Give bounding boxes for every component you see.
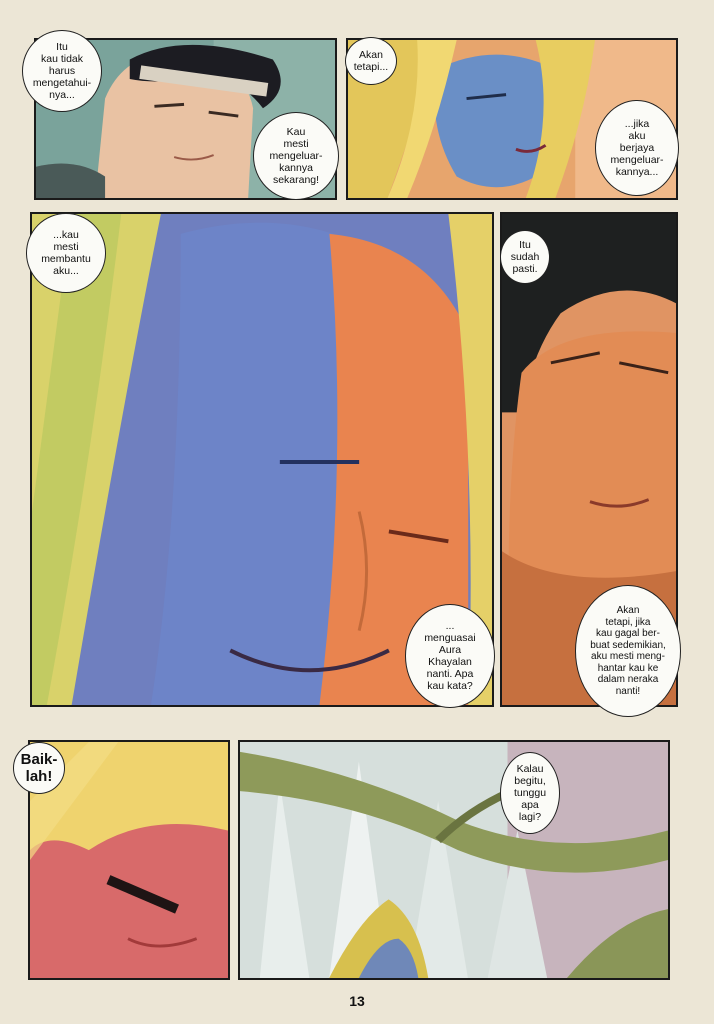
speech-bubble-9: Baik- lah! xyxy=(13,742,65,794)
speech-bubble-2: Kau mesti mengeluar- kannya sekarang! xyxy=(253,112,339,200)
speech-bubble-5: ...kau mesti membantu aku... xyxy=(26,213,106,293)
speech-bubble-1: Itu kau tidak harus mengetahui- nya... xyxy=(22,30,102,112)
page-number: 13 xyxy=(349,993,365,1009)
speech-bubble-7: Itu sudah pasti. xyxy=(500,230,550,284)
speech-bubble-6: ... menguasai Aura Khayalan nanti. Apa kau kata? xyxy=(405,604,495,708)
speech-bubble-10: Kalau begitu, tunggu apa lagi? xyxy=(500,752,560,834)
speech-bubble-8: Akan tetapi, jika kau gagal ber- buat sedemikian, aku mesti meng- hantar kau ke dalam neraka nanti! xyxy=(575,585,681,717)
panel-6-branch-scene xyxy=(238,740,670,980)
panel-6-art xyxy=(240,742,668,978)
speech-bubble-4: ...jika aku berjaya mengeluar- kannya... xyxy=(595,100,679,196)
speech-bubble-3: Akan tetapi... xyxy=(345,37,397,85)
